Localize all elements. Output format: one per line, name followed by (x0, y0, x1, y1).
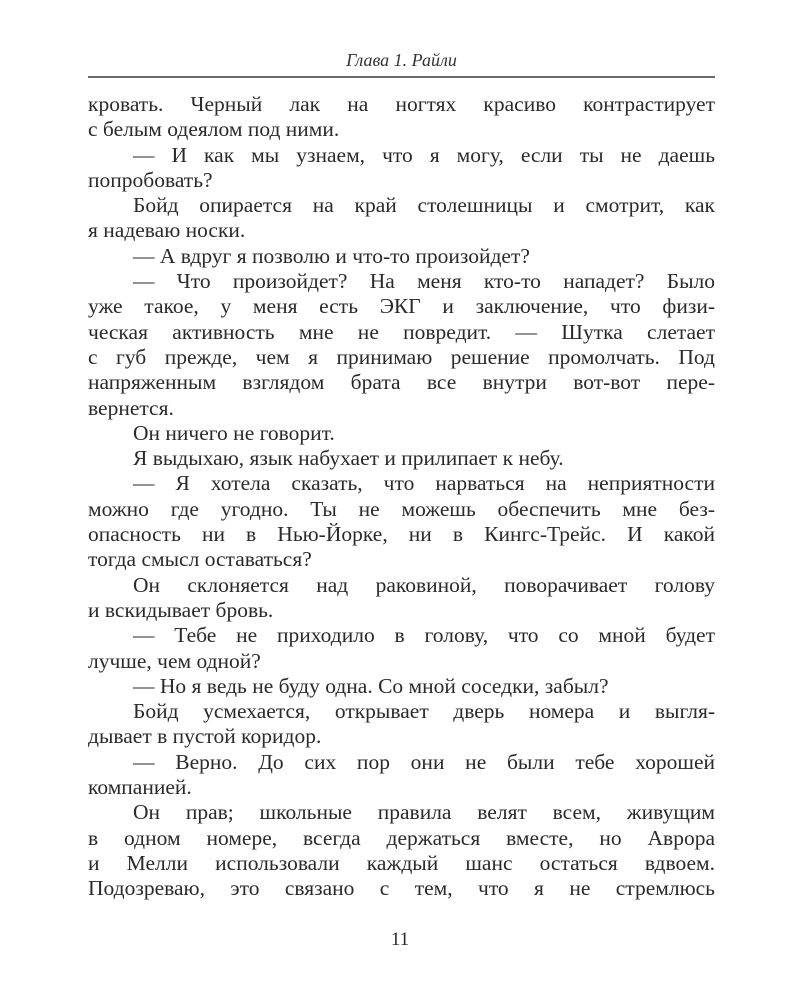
text-line: Бойд опирается на край столешницы и смотрит, как (133, 193, 715, 218)
paragraph (88, 244, 715, 269)
text-line: кровать. Черный лак на ногтях красиво контрастирует (88, 92, 715, 116)
text-line: — Тебе не приходило в голову, что со мной будет (133, 623, 715, 648)
text-line: с белым одеялом под ними. (88, 117, 340, 142)
text-line: Бойд усмехается, открывает дверь номера и выгля- (133, 699, 715, 724)
paragraph (88, 573, 715, 624)
text-line: попробовать? (88, 167, 213, 192)
text-line: можно где угодно. Ты не можешь обеспечить мне без- (88, 496, 715, 521)
paragraph (88, 143, 715, 194)
text-line: Он прав; школьные правила велят всем, живущим (133, 800, 715, 825)
page-number: 11 (390, 929, 410, 950)
text-line: с губ прежде, чем я принимаю решение промолчать. Под (88, 344, 715, 369)
paragraph (88, 471, 715, 572)
paragraph (88, 421, 715, 446)
text-line: я надеваю носки. (88, 218, 246, 243)
header-rule (88, 76, 715, 78)
text-line: Он склоняется над раковиной, поворачивает голову (133, 572, 715, 597)
text-line: — Верно. До сих пор они не были тебе хорошей (133, 749, 715, 774)
text-line: — А вдруг я позволю и что-то произойдет? (133, 243, 530, 268)
text-line: тогда смысл оставаться? (88, 547, 312, 572)
text-line: Он ничего не говорит. (133, 420, 335, 445)
paragraph (88, 623, 715, 674)
text-line: напряженным взглядом брата все внутри вот-вот пере- (88, 370, 715, 395)
paragraph (88, 269, 715, 421)
paragraph (88, 92, 715, 143)
text-line: ческая активность мне не повредит. — Шутка слетает (88, 319, 715, 344)
text-line: — Что произойдет? На меня кто-то нападет? Было (133, 269, 715, 294)
body-text (88, 92, 715, 902)
text-line: компанией. (88, 775, 192, 800)
paragraph (88, 674, 715, 699)
text-line: опасность ни в Нью-Йорке, ни в Кингс-Трейс. И какой (88, 522, 715, 547)
paragraph (88, 446, 715, 471)
text-line: уже такое, у меня есть ЭКГ и заключение, что физи- (88, 294, 715, 319)
text-line: лучше, чем одной? (88, 648, 261, 673)
text-line: в одном номере, всегда держаться вместе, но Аврора (88, 825, 715, 850)
text-line: — И как мы узнаем, что я могу, если ты не даешь (133, 142, 715, 167)
text-line: и вскидывает бровь. (88, 597, 274, 622)
paragraph (88, 750, 715, 801)
paragraph (88, 800, 715, 901)
text-line: вернется. (88, 395, 174, 420)
paragraph (88, 193, 715, 244)
text-line: — Я хотела сказать, что нарваться на неприятности (133, 471, 715, 496)
running-header: Глава 1. Райли (346, 50, 457, 70)
text-line: — Но я ведь не буду одна. Со мной соседки, забыл? (133, 673, 609, 698)
paragraph (88, 699, 715, 750)
text-line: дывает в пустой коридор. (88, 724, 322, 749)
text-line: Я выдыхаю, язык набухает и прилипает к небу. (133, 446, 564, 471)
text-line: и Мелли использовали каждый шанс остаться вдвоем. (88, 850, 715, 875)
text-line: Подозреваю, это связано с тем, что я не стремлюсь (88, 876, 715, 901)
